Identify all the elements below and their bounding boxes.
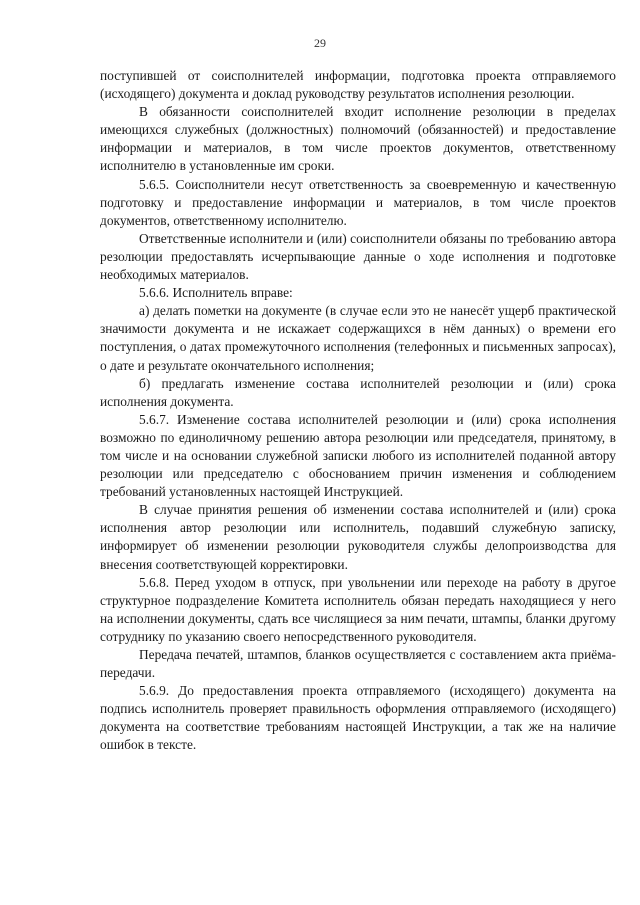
clause-5-6-8: 5.6.8. Перед уходом в отпуск, при увольнении или переходе на работу в другое структурное подразделение Комитета исполнитель обязан передать находящиеся у него на исполнении документы, сдать все числящиеся за ним печати, штампы, бланки другому сотруднику по указанию своего непосредственного руководителя. (100, 574, 616, 644)
page-number: 29 (314, 36, 326, 50)
list-item-a: а) делать пометки на документе (в случае если это не нанесёт ущерб практической значимости документа и не искажает содержащихся в нём данных) о времени его поступления, о датах промежуточного исполнения (телефонных и письменных запросах), о дате и результате окончательного исполнения; (100, 303, 616, 373)
paragraph: В случае принятия решения об изменении состава исполнителей и (или) срока исполнения автор резолюции или исполнитель, подавший служебную записку, информирует об изменении резолюции руководителя службы делопроизводства для внесения соответствующей корректировки. (100, 502, 616, 572)
list-item-b: б) предлагать изменение состава исполнителей резолюции и (или) срока исполнения документа. (100, 375, 616, 409)
clause-5-6-5: 5.6.5. Соисполнители несут ответственность за своевременную и качественную подготовку и предоставление информации и материалов, в том числе проектов документов, ответственному исполнителю. (100, 176, 616, 228)
paragraph: Передача печатей, штампов, бланков осуществляется с составлением акта приёма-передачи. (100, 647, 616, 681)
document-body (100, 67, 616, 755)
clause-5-6-6: 5.6.6. Исполнитель вправе: (139, 285, 293, 301)
paragraph: поступившей от соисполнителей информации, подготовка проекта отправляемого (исходящего) документа и доклад руководству результатов исполнения резолюции. (100, 68, 616, 102)
paragraph: Ответственные исполнители и (или) соисполнители обязаны по требованию автора резолюции предоставлять исчерпывающие данные о ходе исполнения и подготовке необходимых материалов. (100, 230, 616, 283)
clause-5-6-9: 5.6.9. До предоставления проекта отправляемого (исходящего) документа на подпись исполнитель проверяет правильность оформления отправляемого (исходящего) документа на соответствие требованиям настоящей Инструкции, а так же на наличие ошибок в тексте. (100, 683, 616, 753)
clause-5-6-7: 5.6.7. Изменение состава исполнителей резолюции и (или) срока исполнения возможно по единоличному решению автора резолюции или председателя, принятому, в том числе и на основании служебной записки любого из исполнителей поданной автору резолюции или председателю с обоснованием причин изменения и соблюдением требований установленных настоящей Инструкцией. (100, 411, 616, 500)
paragraph: В обязанности соисполнителей входит исполнение резолюции в пределах имеющихся служебных (должностных) полномочий (обязанностей) и предоставление информации и материалов, в том числе проектов документов, ответственному исполнителю в установленные им сроки. (100, 104, 616, 174)
